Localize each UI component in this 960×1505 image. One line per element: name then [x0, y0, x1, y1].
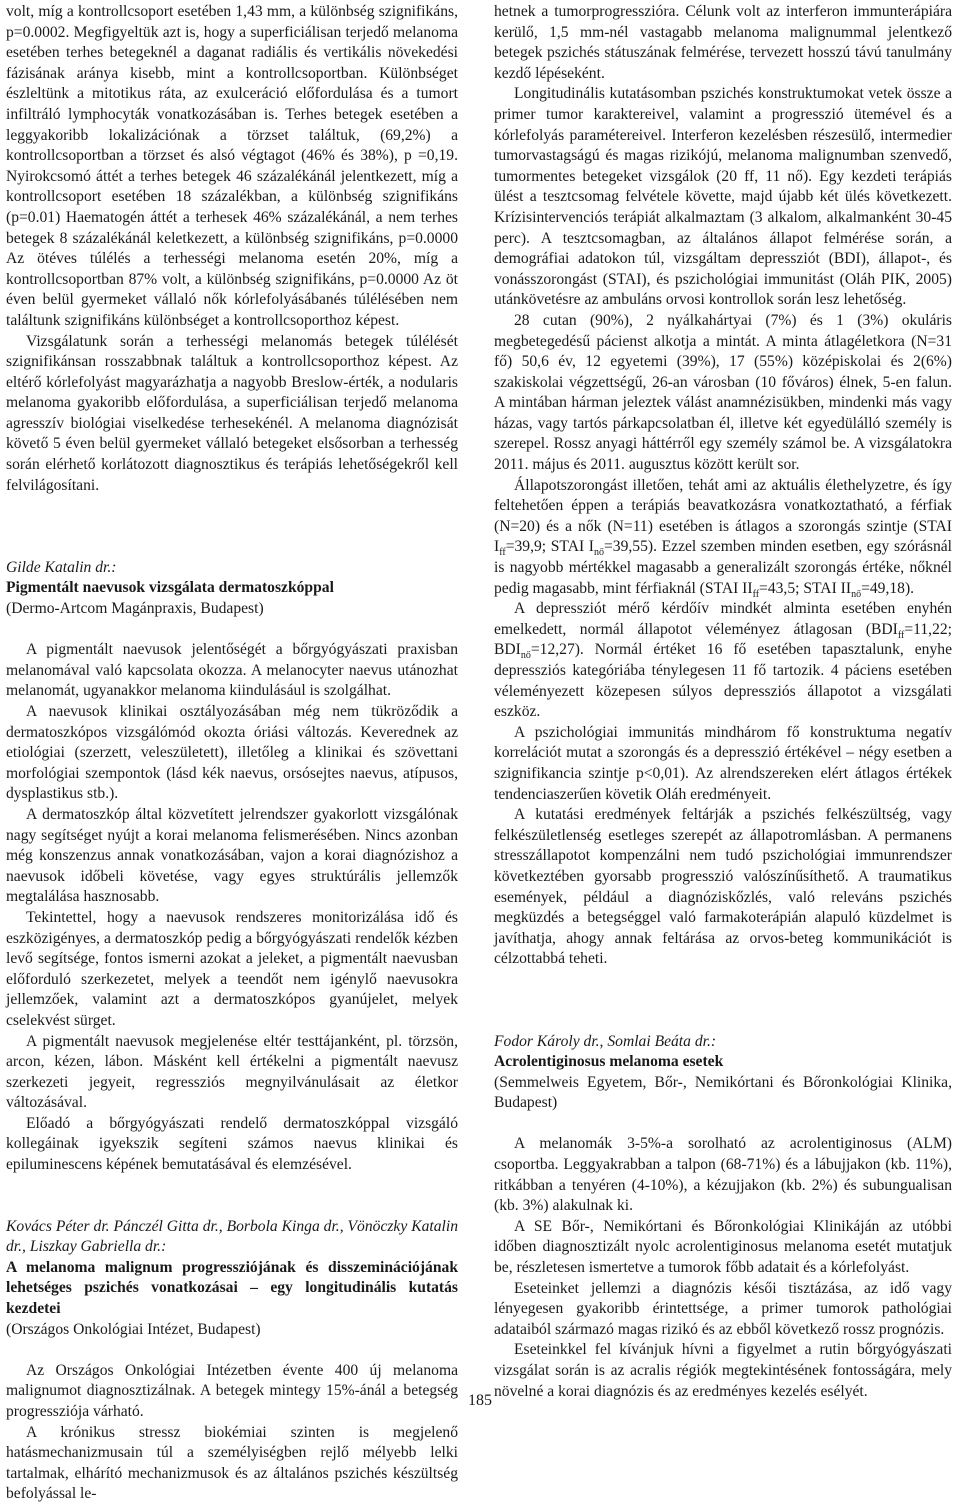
abstract-authors: Fodor Károly dr., Somlai Beáta dr.: — [494, 1032, 717, 1050]
paragraph: A pszichológiai immunitás mindhárom fő konstruktuma negatív korrelációt mutat a szorongás és a depresszió értékével – négy esetben a szignifikancia szintje p<0,01). Az alrendszereken elért átlagos értékek tendenciaszerűen követik Oláh eredményeit. — [494, 723, 952, 803]
abstract-institution: (Dermo-Artcom Magánpraxis, Budapest) — [6, 600, 264, 618]
paragraph: volt, míg a kontrollcsoport esetében 1,43 mm, a különbség szignifikáns, p=0.0002. Megfigyeltük azt is, hogy a superficiálisan terjedő melanoma esetében terhes betegeknél a daganat radiális és vertikális növekedési fázisának aránya kisebb, mint a kontrollcsoportban. Különbséget észleltünk a mitotikus ráta, az exulceráció előfordulása és a tumort infiltráló lymphocyták vonatkozásában is. Terhes betegek esetében a leggyakoribb lokalizációnak a törzset találtuk, (69,2%) a kontrollcsoportban a törzset és alsó végtagot (46% és 38%), p =0,19. Nyirokcsomó áttét a terhes betegek 46 százalékánál jelentkezett, míg a kontrollcsoport esetében 18 százalékban, a különbség szignifikáns (p=0.01) Haematogén áttét a terhesek 46% százalékánál, a nem terhes betegek 8 százalékánál keletkezett, a különbség szignifikáns, p=0.0000 Az ötéves túlélés a terhességi melanoma esetén 20%, míg a kontrollcsoportban 87% volt, a különbség szignifikáns, p=0.0000 Az öt éven belül gyermeket vállaló nők kórlefolyásábanés túlélésében nem találtunk szignifikáns különbséget a kontrollcsoporthoz képest. — [6, 3, 458, 329]
paragraph: A melanomák 3-5%-a sorolható az acrolentiginosus (ALM) csoportba. Leggyakrabban a talpon (68-71%) és a lábujjakon (kb. 11%), ritkábban a tenyéren (4-10%), a kézujjakon (kb. 2%) és subungualisan (kb. 3%) alakulnak ki. — [494, 1135, 952, 1215]
page-number: 185 — [468, 1392, 492, 1409]
paragraph: hetnek a tumorprogresszióra. Célunk volt az interferon immunterápiára kerülő, 1,5 mm-nél vastagabb melanoma malignummal jelentkező betegek pszichés státuszának felmérése, tervezett hosszú távú tanulmány kezdő lépéseként. — [494, 3, 952, 82]
abstract-title: A melanoma malignum progressziójának és disszeminációjának lehetséges pszichés vonatkozásai – egy longitudinális kutatás kezdetei — [6, 1258, 458, 1318]
abstract-authors: Gilde Katalin dr.: — [6, 558, 117, 576]
paragraph: A naevusok klinikai osztályozásában még nem tükröződik a dermatoszkópos vizsgálómód okozta óriási változás. Keverednek az etiológiai (szerzett, veleszületett), illetőleg a klinikai és szövettani morfológiai szempontok (lásd kék naevus, orsósejtes naevus, atípusos, dysplastikus stb.). — [6, 703, 458, 803]
paragraph: Eseteinkkel fel kívánjuk hívni a figyelmet a rutin bőrgyógyászati vizsgálat során is az acralis régiók megtekintésének fontosságára, mely növelné a korai diagnózis és az eredményes kezelés esélyét. — [494, 1341, 952, 1400]
paragraph: Longitudinális kutatásomban pszichés konstruktumokat vetek össze a primer tumor karaktereivel, valamint a progresszió ütemével és a kórlefolyás paramétereivel. Interferon kezelésben részesülő, intermedier tumorvastagságú és magas rizikójú, melanoma malignumban szenvedő, tumormentes betegeket vizsgálok (20 ff, 11 nő). Egy kezdeti terápiás ülést a tesztcsomag felvétele követte, majd újabb két ülés következett. Krízisintervenciós terápiát alkalmaztam (3 alkalom, alkalmanként 30-45 perc). A tesztcsomagban, az általános állapot felmérése során, a demográfiai adatokon túl, vizsgáltam depressziót (BDI), állapot-, és vonásszorongást (STAI), és pszichológiai immunitást (Oláh PIK, 2005) utánkövetésre az ambuláns orvosi kontrollok során lesz lehetőség. — [494, 85, 952, 309]
paragraph: 28 cutan (90%), 2 nyálkahártyai (7%) és 1 (3%) okuláris megbetegedésű pácienst alkotja a mintát. A minta átlagéletkora (N=31 fő) 50,6 év, 12 egyetemi (39%), 17 (55%) középiskolai és 2(6%) szakiskolai végzettségű, 26-an városban (10 főváros) élnek, 5-en falun. A mintában hárman jeleztek válást anamnézisükben, mindenki más vagy házas, vagy tartós párkapcsolatban él, illetve két egyedülálló személy is szerepel. Rossz anyagi háttérről egy személy számol be. A vizsgálatokra 2011. május és 2011. augusztus között került sor. — [494, 311, 952, 474]
paragraph: Vizsgálatunk során a terhességi melanomás betegek túlélését szignifikánsan rosszabbnak találtuk a kontrollcsoporthoz képest. Az eltérő kórlefolyást magyarázhatja a nagyobb Breslow-érték, a nodularis melanoma gyakoribb előfordulása, a superficiálisan terjedő melanoma agresszív biológiai viselkedése terhesekénél. A melanoma diagnózisát követő 5 éven belül gyermeket vállaló betegeket elsősorban a terhesség során elérhető korlátozott diagnosztikus és terápiás lehetőségekről kell felvilágosítani. — [6, 332, 458, 494]
abstract-institution: (Országos Onkológiai Intézet, Budapest) — [6, 1320, 261, 1338]
paragraph: A SE Bőr-, Nemikórtani és Bőronkológiai Klinikáján az utóbbi időben diagnosztizált nyolc acrolentiginosus melanoma esetét mutatjuk be, részletesen ismertetve a tumorok főbb adatait és a kórlefolyást. — [494, 1217, 952, 1277]
paragraph: Tekintettel, hogy a naevusok rendszeres monitorizálása idő és eszközigényes, a dermatoszkóp pedig a bőrgyógyászati rendelők kézben levő segítsége, fontos ismerni azokat a jeleket, a pigmentált naevusban előforduló szerkezetet, melyek a teendőt nem igénylő naevusokra jellemzőek, valamint azt a dermatoszkópos gyanújelet, melyek cselekvést sürget. — [6, 908, 458, 1029]
paragraph: A kutatási eredmények feltárják a pszichés felkészültség, vagy felkészületlenség esetleges szerepét az állapotromlásban. A permanens stresszállapotot kompenzálni nem tudó pszichológiai immunrendszer következtében gyorsabb progresszió valószínűsíthető. A traumatikus események, például a diagnóziskőzlés, való releváns pszichés megküzdés a betegséggel való farmakoterápián alapuló küzdelmet is javíthatja, ahogy annak feltárása az orvos-beteg kommunikációt is célzottabbá teheti. — [494, 806, 952, 968]
abstract-title: Acrolentiginosus melanoma esetek — [494, 1053, 724, 1071]
paragraph: A pigmentált naevusok megjelenése eltér testtájanként, pl. törzsön, arcon, kézen, lábon. Másként kell értékelni a pigmentált naevusz szerkezeti jegyeit, regressziós megnyilvánulásait az életkor változásával. — [6, 1032, 458, 1112]
paragraph: A pigmentált naevusok jelentőségét a bőrgyógyászati praxisban melanomával való kapcsolata okozza. A melanocyter naevus utánozhat melanomát, ugyanakkor melanoma kiindulásául is szolgálhat. — [6, 641, 458, 700]
paragraph: A depressziót mérő kérdőív mindkét almintа esetében enyhén emelkedett, normál állapotot véleményez átlagosan ($BDI_{ff}=11,22$; $BDI_{nő}=12,27$). Normál értéket 16 fő esetében tapasztalunk, enyhe depressziós kategóriába ténylegesen 11 fő tartozik. 4 páciens esetében véleményezett közepesen súlyos depressziós állapotot a vizsgálati eszköz. — [494, 600, 952, 721]
right-column — [494, 2, 952, 1402]
left-column — [6, 2, 458, 1505]
paragraph: Állapotszorongást illetően, tehát ami az aktuális élethelyzetre, és így feltehetően éppen a terápiás beavatkozásra vonatkoztatható, a férfiak (N=20) és a nők (N=11) esetében is átlagos a szorongás szintje (STAI $I_{ff}=39,9$; STAI $I_{nő}=39,55$). Ezzel szemben minden esetben, egy szórásnál is nagyobb mértékkel magasabb a generalizált szorongás értéke, nőknél pedig magasabb, mint férfiaknál (STAI $II_{ff}=43,5$; STAI $II_{nő}=49,18$). — [494, 476, 952, 600]
paragraph: A dermatoszkóp által közvetített jelrendszer gyakorlott vizsgálónak nagy segítséget nyújt a korai melanoma felismerésében. Nincs azonban még konszenzus annak vonatkozásában, vajon a korai diagnózishoz a naevusok időbeli követése, vagy egyes struktúrális jellemzők megtalálása hasznosabb. — [6, 805, 458, 906]
paragraph: A krónikus stressz biokémiai szinten is megjelenő hatásmechanizmusain túl a személyiségben rejlő mélyebb lelki tartalmak, elhárító mechanizmusok és az általános pszichés készültség befolyással le- — [6, 1423, 458, 1503]
paragraph: Eseteinket jellemzi a diagnózis késői tisztázása, az idő vagy lényegesen gyakoribb érintettsége, a primer tumorok pathológiai adataiból származó magas rizikó és az ebből következő rossz prognózis. — [494, 1279, 952, 1338]
abstract-authors: Kovács Péter dr. Pánczél Gitta dr., Borbola Kinga dr., Vönöczky Katalin dr., Liszkay Gabriella dr.: — [6, 1217, 458, 1256]
abstract-institution: (Semmelweis Egyetem, Bőr-, Nemikórtani és Bőronkológiai Klinika, Budapest) — [494, 1073, 952, 1112]
paragraph: Az Országos Onkológiai Intézetben évente 400 új melanoma malignumot diagnosztizálnak. A betegek mintegy 15%-ánál a betegség progressziója várható. — [6, 1361, 458, 1420]
paragraph: Előadó a bőrgyógyászati rendelő dermatoszkóppal vizsgáló kollegáinak igyekszik segíteni számos naevus klinikai és epiluminescens képének bemutatásával és elemzésével. — [6, 1114, 458, 1174]
abstract-title: Pigmentált naevusok vizsgálata dermatoszkóppal — [6, 579, 334, 597]
